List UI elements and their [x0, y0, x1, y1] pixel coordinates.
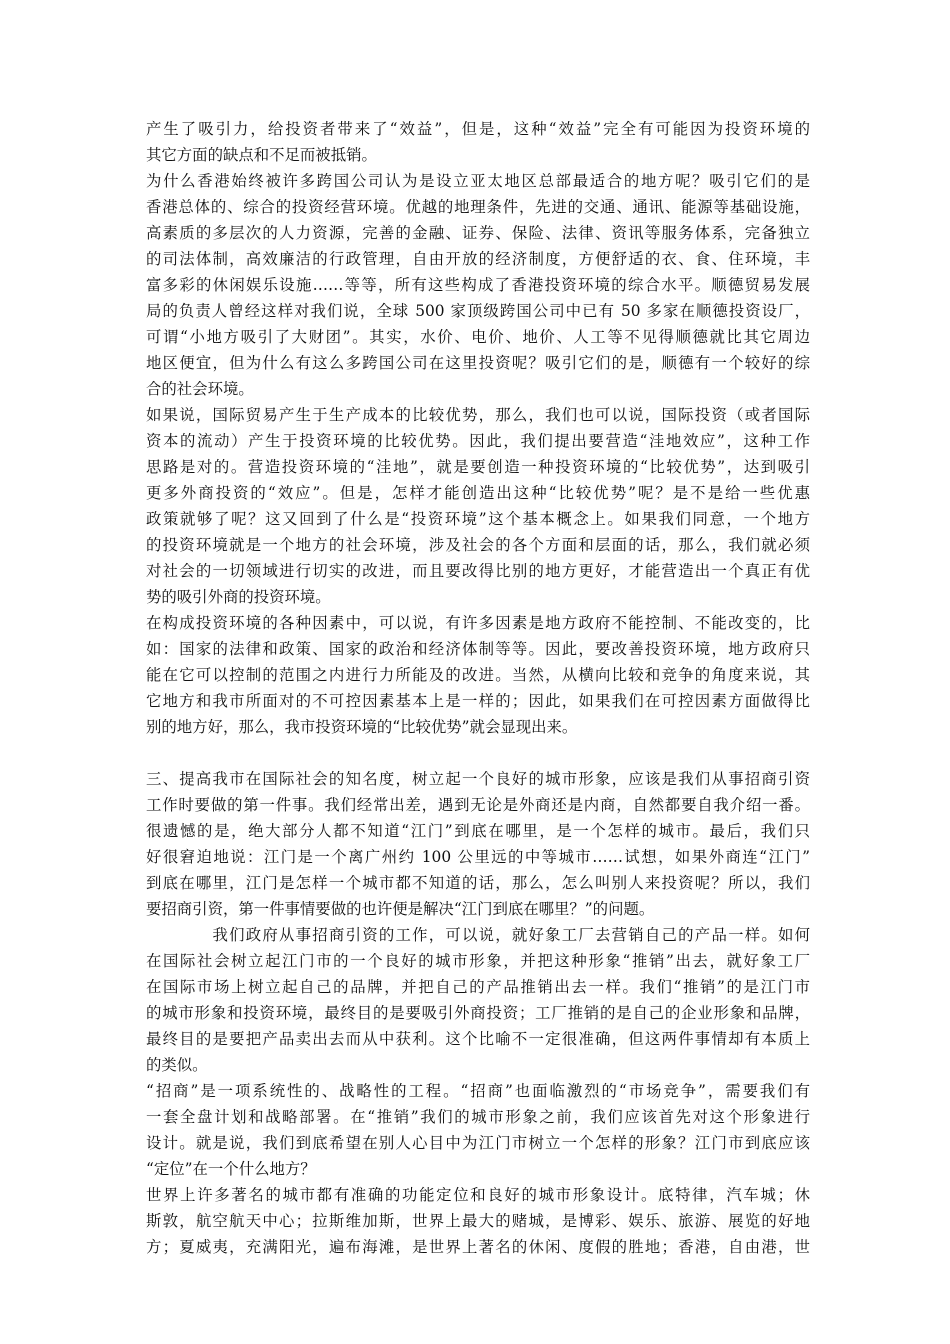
text-line: 在国际社会树立起江门市的一个良好的城市形象，并把这种形象“推销”出去，就好象工厂: [146, 952, 810, 970]
text-line: 到底在哪里，江门是怎样一个城市都不知道的话，那么，怎么叫别人来投资呢？所以，我们: [146, 874, 810, 892]
text-line: 斯敦，航空航天中心；拉斯维加斯，世界上最大的赌城，是博彩、娱乐、旅游、展览的好地: [146, 1212, 810, 1230]
text-line: 工作时要做的第一件事。我们经常出差，遇到无论是外商还是内商，自然都要自我介绍一番。: [146, 796, 810, 814]
document-body: [146, 116, 810, 1260]
text-line: 为什么香港始终被许多跨国公司认为是设立亚太地区总部最适合的地方呢？吸引它们的是: [146, 172, 810, 190]
text-line: 合的社会环境。: [146, 380, 254, 398]
text-line: 势的吸引外商的投资环境。: [146, 588, 331, 606]
text-line: 思路是对的。营造投资环境的“洼地”，就是要创造一种投资环境的“比较优势”，达到吸引: [146, 458, 810, 476]
text-line: 要招商引资，第一件事情要做的也许便是解决“江门到底在哪里？”的问题。: [146, 900, 655, 918]
text-line: “招商”是一项系统性的、战略性的工程。“招商”也面临激烈的“市场竞争”，需要我们有: [146, 1082, 810, 1100]
text-line: 地区便宜，但为什么有这么多跨国公司在这里投资呢？吸引它们的是，顺德有一个较好的综: [146, 354, 810, 372]
text-line: “定位”在一个什么地方？: [146, 1160, 316, 1178]
blank-line: [146, 740, 810, 766]
text-line: 政策就够了呢？这又回到了什么是“投资环境”这个基本概念上。如果我们同意，一个地方: [146, 510, 810, 528]
text-line: 最终目的是要把产品卖出去而从中获利。这个比喻不一定很准确，但这两件事情却有本质上: [146, 1030, 810, 1048]
text-line: 的城市形象和投资环境，最终目的是要吸引外商投资；工厂推销的是自己的企业形象和品牌，: [146, 1004, 810, 1022]
text-line: 在构成投资环境的各种因素中，可以说，有许多因素是地方政府不能控制、不能改变的，比: [146, 614, 810, 632]
text-line: 别的地方好，那么，我市投资环境的“比较优势”就会显现出来。: [146, 718, 578, 736]
text-line: 产生了吸引力，给投资者带来了“效益”，但是，这种“效益”完全有可能因为投资环境的: [146, 120, 810, 138]
text-line: 如：国家的法律和政策、国家的政治和经济体制等等。因此，要改善投资环境，地方政府只: [146, 640, 810, 658]
text-line: 其它方面的缺点和不足而被抵销。: [146, 146, 377, 164]
text-line: 我们政府从事招商引资的工作，可以说，就好象工厂去营销自己的产品一样。如何: [146, 926, 810, 944]
text-line: 世界上许多著名的城市都有准确的功能定位和良好的城市形象设计。底特律，汽车城；休: [146, 1186, 810, 1204]
text-line: 一套全盘计划和战略部署。在“推销”我们的城市形象之前，我们应该首先对这个形象进行: [146, 1108, 810, 1126]
text-line: 在国际市场上树立起自己的品牌，并把自己的产品推销出去一样。我们“推销”的是江门市: [146, 978, 810, 996]
text-line: 的投资环境就是一个地方的社会环境，涉及社会的各个方面和层面的话，那么，我们就必须: [146, 536, 810, 554]
text-line: 的类似。: [146, 1056, 208, 1074]
text-line: 可谓“小地方吸引了大财团”。其实，水价、电价、地价、人工等不见得顺德就比其它周边: [146, 328, 810, 346]
text-line: 香港总体的、综合的投资经营环境。优越的地理条件，先进的交通、通讯、能源等基础设施，: [146, 198, 810, 216]
text-line: 三、提高我市在国际社会的知名度，树立起一个良好的城市形象，应该是我们从事招商引资: [146, 770, 810, 788]
text-line: 更多外商投资的“效应”。但是，怎样才能创造出这种“比较优势”呢？是不是给一些优惠: [146, 484, 810, 502]
text-line: 如果说，国际贸易产生于生产成本的比较优势，那么，我们也可以说，国际投资（或者国际: [146, 406, 810, 424]
text-line: 方；夏威夷，充满阳光，遍布海滩，是世界上著名的休闲、度假的胜地；香港，自由港，世: [146, 1238, 810, 1256]
text-line: 资本的流动）产生于投资环境的比较优势。因此，我们提出要营造“洼地效应”，这种工作: [146, 432, 810, 450]
text-line: 很遗憾的是，绝大部分人都不知道“江门”到底在哪里，是一个怎样的城市。最后，我们只: [146, 822, 810, 840]
text-line: 好很窘迫地说：江门是一个离广州约 100 公里远的中等城市……试想，如果外商连“江门”: [146, 848, 810, 866]
text-line: 对社会的一切领域进行切实的改进，而且要改得比别的地方更好，才能营造出一个真正有优: [146, 562, 810, 580]
text-line: 设计。就是说，我们到底希望在别人心目中为江门市树立一个怎样的形象？江门市到底应该: [146, 1134, 810, 1152]
text-line: 高素质的多层次的人力资源，完善的金融、证券、保险、法律、资讯等服务体系，完备独立: [146, 224, 810, 242]
text-line: 的司法体制，高效廉洁的行政管理，自由开放的经济制度，方便舒适的衣、食、住环境，丰: [146, 250, 810, 268]
text-line: 能在它可以控制的范围之内进行力所能及的改进。当然，从横向比较和竞争的角度来说，其: [146, 666, 810, 684]
text-line: 富多彩的休闲娱乐设施……等等，所有这些构成了香港投资环境的综合水平。顺德贸易发展: [146, 276, 810, 294]
text-line: 它地方和我市所面对的不可控因素基本上是一样的；因此，如果我们在可控因素方面做得比: [146, 692, 810, 710]
text-line: 局的负责人曾经这样对我们说，全球 500 家顶级跨国公司中已有 50 多家在顺德投资设厂，: [146, 302, 810, 320]
